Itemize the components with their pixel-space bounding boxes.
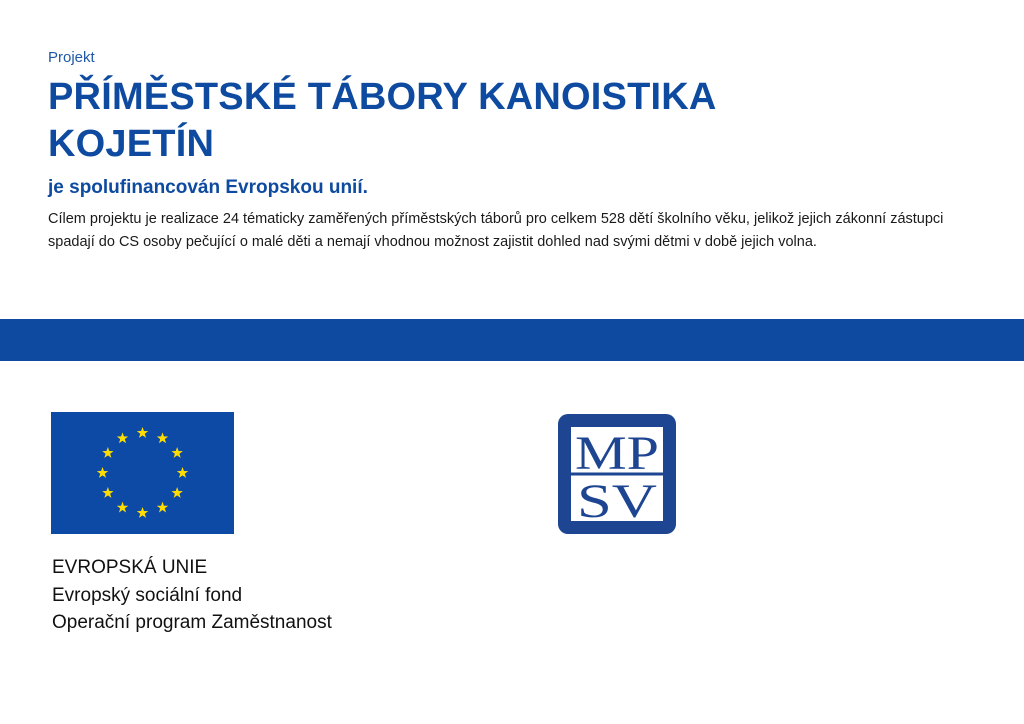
mpsv-logo-bottom-letters: SV: [577, 475, 658, 528]
project-subtitle: je spolufinancován Evropskou unií.: [48, 177, 368, 198]
mpsv-logo-top-letters: MP: [575, 427, 659, 480]
project-kicker: Projekt: [48, 49, 95, 66]
eu-caption-line-program: Operační program Zaměstnanost: [52, 612, 332, 633]
mpsv-logo-icon: [558, 414, 676, 534]
project-title: PŘÍMĚSTSKÉ TÁBORY KANOISTIKA KOJETÍN: [48, 76, 716, 165]
project-description: Cílem projektu je realizace 24 tématicky zaměřených příměstských táborů pro celkem 528 dětí školního věku, jelikož jejich zákonní zástupci spadají do CS osoby pečující o malé děti a nemají vhodnou možnost zajistit dohled nad svými dětmi v době jejich volna.: [48, 211, 944, 250]
eu-flag-icon: [51, 412, 234, 534]
project-header: [48, 48, 998, 253]
eu-caption-line-fund: Evropský sociální fond: [52, 584, 243, 606]
eu-caption: [52, 554, 332, 637]
blue-divider-band: [0, 319, 1024, 361]
eu-caption-line-union: EVROPSKÁ UNIE: [52, 557, 208, 578]
